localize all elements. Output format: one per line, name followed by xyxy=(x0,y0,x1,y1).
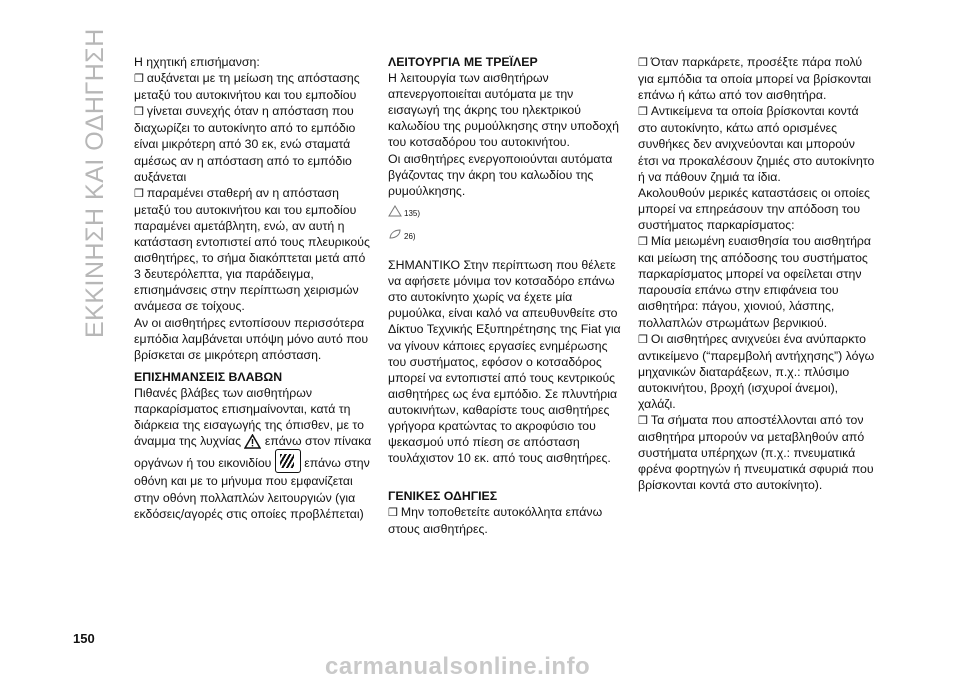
bullet-item: ❒ αυξάνεται με τη μείωση της απόστασης μεταξύ του αυτοκινήτου και του εμποδίου xyxy=(134,70,374,103)
paragraph: ΣΗΜΑΝΤΙΚΟ Στην περίπτωση που θέλετε να αφήσετε μόνιμα τον κοτσαδόρο επάνω στο αυτοκίνητο χωρίς να έχετε μία ρυμούλκα, είναι καλό να απευθυνθείτε στο Δίκτυο Τεχνικής Εξυπηρέτησης της Fiat για να γίνουν κάποιες εργασίες ενημέρωσης του συστήματος, εφόσον ο κοτσαδόρος μπορεί να εντοπιστεί από τους κεντρικούς αισθητήρες ως ένα εμπόδιο. Σε πλυντήρια αυτοκινήτων, καθαρίστε τους αισθητήρες γρήγορα κρατώντας το ακροφύσιο του ψεκασμού υπό πίεση σε απόσταση τουλάχιστον 10 εκ. από τους αισθητήρες. xyxy=(388,258,621,466)
bullet-item: ❒ γίνεται συνεχής όταν η απόσταση που διαχωρίζει το αυτοκίνητο από το εμπόδιο είναι μικρότερη από 30 εκ, ενώ σταματά αμέσως αν η απόσταση από το εμπόδιο αυξάνεται xyxy=(134,103,374,184)
watermark: carmanualsonline.info xyxy=(325,653,591,680)
column-3 xyxy=(638,54,878,494)
paragraph-text: επάνω στην οθόνη και με το μήνυμα που εμφανίζεται στην οθόνη πολλαπλών λειτουργιών (για εκδόσεις/αγορές στις οποίες προβλέπεται) xyxy=(134,456,370,521)
paragraph: Αν οι αισθητήρες εντοπίσουν περισσότερα εμπόδια λαμβάνεται υπόψη μόνο αυτό που βρίσκεται σε μικρότερη απόσταση. xyxy=(134,315,369,362)
bullet-item: ❒ Τα σήματα που αποστέλλονται από τον αισθητήρα μπορούν να μεταβληθούν από συστήματα υπέρηχων (π.χ.: πνευματικά φρένα φορτηγών ή πνευματικά σφυριά που βρίσκονται κοντά στο αυτοκίνητο). xyxy=(638,412,878,493)
chapter-title: ΕΚΚΙΝΗΣΗ ΚΑΙ ΟΔΗΓΗΣΗ xyxy=(81,28,109,338)
section-heading: ΕΠΙΣΗΜΑΝΣΕΙΣ ΒΛΑΒΩΝ xyxy=(134,369,283,384)
paragraph: Η λειτουργία των αισθητήρων απενεργοποιείται αυτόματα με την εισαγωγή της άκρης του ηλεκτρικού καλωδίου της ρυμούλκησης στην υποδοχή του κοτσαδόρου του αυτοκινήτου. xyxy=(388,71,619,150)
bullet-item: ❒ Μην τοποθετείτε αυτοκόλλητα επάνω στους αισθητήρες. xyxy=(388,504,628,537)
paragraph: Η ηχητική επισήμανση: xyxy=(134,55,260,69)
paragraph xyxy=(134,385,374,522)
page-number: 150 xyxy=(73,631,95,646)
bullet-item: ❒ Αντικείμενα τα οποία βρίσκονται κοντά στο αυτοκίνητο, κάτω από ορισμένες συνθήκες δεν ανιχνεύονται και μπορούν έτσι να προκαλέσουν ζημιές στο αυτοκίνητο ή να πάθουν ζημιά τα ίδια. xyxy=(638,103,878,184)
sensor-fault-icon xyxy=(275,449,301,473)
bullet-item: ❒ Όταν παρκάρετε, προσέξτε πάρα πολύ για εμπόδια τα οποία μπορεί να βρίσκονται επάνω ή κάτω από τον αισθητήρα. xyxy=(638,54,878,103)
warning-note-icon xyxy=(388,205,402,217)
warning-triangle-icon xyxy=(244,434,261,449)
footnote-ref xyxy=(388,228,628,245)
chapter-sidebar xyxy=(79,28,109,340)
section-heading: ΓΕΝΙΚΕΣ ΟΔΗΓΙΕΣ xyxy=(388,489,498,504)
leaf-note-icon xyxy=(388,228,402,240)
footnote-number: 135) xyxy=(404,208,421,218)
bullet-item: ❒ Οι αισθητήρες ανιχνεύει ένα ανύπαρκτο αντικείμενο (“παρεμβολή αντήχησης”) λόγω μηχανικών διαταράξεων, π.χ.: πλύσιμο αυτοκινήτου, βροχή (ισχυροί άνεμοι), χαλάζι. xyxy=(638,331,878,412)
paragraph-text: επάνω στον πίνακα οργάνων ή του εικονιδίου xyxy=(134,434,372,471)
paragraph-text: Πιθανές βλάβες των αισθητήρων παρκαρίσματος επισημαίνονται, κατά τη διάρκεια της εισαγωγής της όπισθεν, με το άναμμα της λυχνίας xyxy=(134,385,364,449)
paragraph: Ακολουθούν μερικές καταστάσεις οι οποίες μπορεί να επηρεάσουν την απόδοση του συστήματος παρκαρίσματος: xyxy=(638,185,870,232)
column-1 xyxy=(134,54,374,522)
bullet-item: ❒ παραμένει σταθερή αν η απόσταση μεταξύ του αυτοκινήτου και του εμποδίου παραμένει αμετάβλητη, ενώ, αν αυτή η κατάσταση εντοπιστεί από τους πλευρικούς αισθητήρες, το σήμα διακόπτεται μετά από 3 δευτερόλεπτα, για παράδειγμα, επισημάνσεις στην περίπτωση χειρισμών ανάμεσα σε τοίχους. xyxy=(134,185,374,315)
footnote-number: 26) xyxy=(404,231,416,241)
paragraph: Οι αισθητήρες ενεργοποιούνται αυτόματα βγάζοντας την άκρη του καλωδίου της ρυμούλκησης. xyxy=(388,151,613,198)
column-2 xyxy=(388,54,628,538)
bullet-item: ❒ Μία μειωμένη ευαισθησία του αισθητήρα και μείωση της απόδοσης του συστήματος παρκαρίσματος μπορεί να οφείλεται στην παρουσία επάνω στην επιφάνεια του αισθητήρα: πάγου, χιονιού, λάσπης, πολλαπλών στρωμάτων βερνικιού. xyxy=(638,233,878,331)
section-heading: ΛΕΙΤΟΥΡΓΙΑ ΜΕ ΤΡΕΪΛΕΡ xyxy=(388,55,538,69)
footnote-ref xyxy=(388,205,628,222)
